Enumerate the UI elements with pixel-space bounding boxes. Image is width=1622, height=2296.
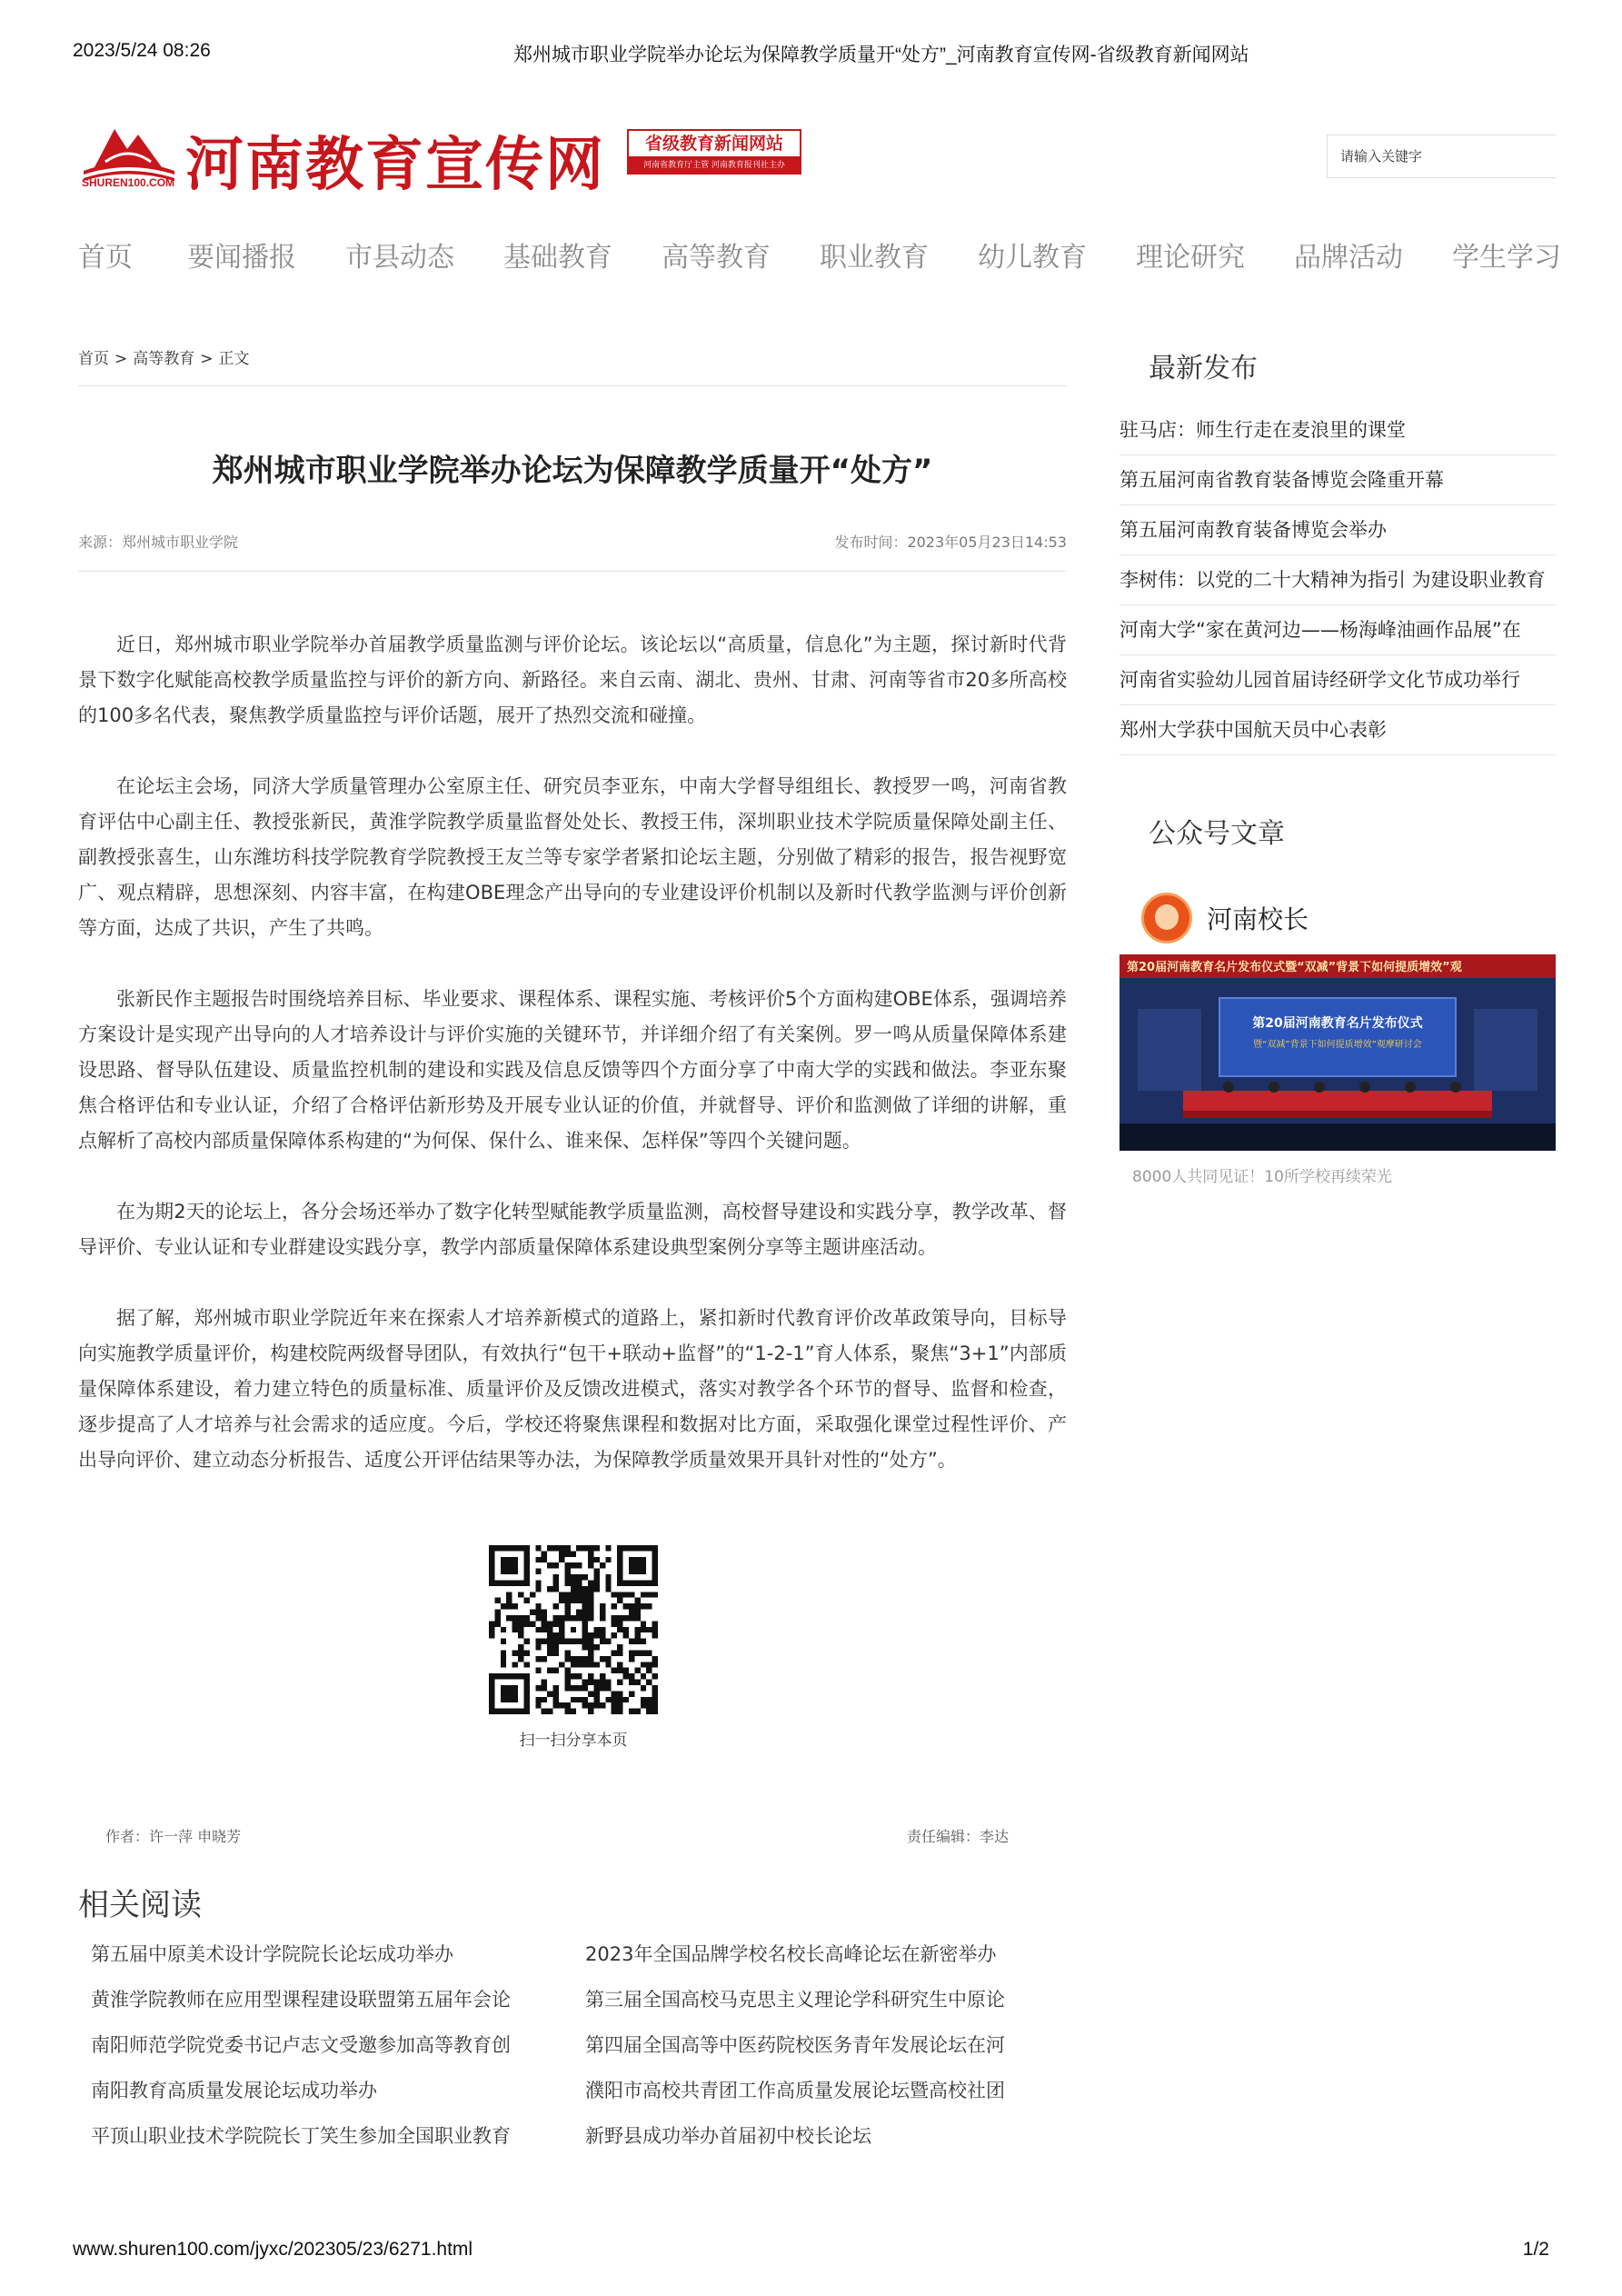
logo-badge: [627, 129, 801, 175]
related-link[interactable]: 第五届中原美术设计学院院长论坛成功举办: [91, 1943, 453, 1965]
feature-image[interactable]: [1119, 954, 1556, 1151]
nav-item-home[interactable]: 首页: [78, 242, 133, 274]
related-link[interactable]: 第四届全国高等中医药院校医务青年发展论坛在河: [585, 2034, 1005, 2056]
nav-item-news[interactable]: 要闻播报: [187, 242, 296, 274]
related-link[interactable]: 2023年全国品牌学校名校长高峰论坛在新密举办: [585, 1943, 997, 1965]
latest-item[interactable]: 第五届河南省教育装备博览会隆重开幕: [1119, 455, 1556, 505]
logo-text: 河南教育宣传网: [185, 131, 605, 199]
related-link[interactable]: 南阳教育高质量发展论坛成功举办: [91, 2080, 377, 2101]
print-datetime: 2023/5/24 08:26: [73, 40, 211, 61]
feature-banner: 第20届河南教育名片发布仪式暨“双减”背景下如何提质增效”观: [1127, 961, 1462, 974]
breadcrumb-separator: >: [200, 350, 214, 368]
nav-item-theory[interactable]: 理论研究: [1136, 242, 1245, 274]
article-paragraph: 近日，郑州城市职业学院举办首届教学质量监测与评价论坛。该论坛以“高质量，信息化”为主题，探讨新时代背景下数字化赋能高校教学质量监控与评价的新方向、新路径。来自云南、湖北、贵州、甘肃、河南等省市20多所高校的100多名代表，聚焦教学质量监控与评价话题，展开了热烈交流和碰撞。: [78, 634, 1067, 726]
related-link[interactable]: 濮阳市高校共青团工作高质量发展论坛暨高校社团: [585, 2080, 1005, 2101]
article-paragraph: 在论坛主会场，同济大学质量管理办公室原主任、研究员李亚东，中南大学督导组组长、教授罗一鸣，河南省教育评估中心副主任、教授张新民，黄淮学院教学质量监督处处长、教授王伟，深圳职业技术学院质量保障处副主任、副教授张喜生，山东潍坊科技学院教育学院教授王友兰等专家学者紧扣论坛主题，分别做了精彩的报告，报告视野宽广、观点精辟，思想深刻、内容丰富，在构建OBE理念产出导向的专业建设评价机制以及新时代教学监测与评价创新等方面，达成了共识，产生了共鸣。: [78, 775, 1067, 939]
latest-item[interactable]: 李树伟：以党的二十大精神为指引 为建设职业教育: [1119, 555, 1556, 605]
latest-item[interactable]: 郑州大学获中国航天员中心表彰: [1119, 705, 1556, 755]
article-paragraph: 在为期2天的论坛上，各分会场还举办了数字化转型赋能教学质量监测，高校督导建设和实践分享，教学改革、督导评价、专业认证和专业群建设实践分享，教学内部质量保障体系建设典型案例分享等主题讲座活动。: [78, 1201, 1067, 1258]
nav-item-basic-edu[interactable]: 基础教育: [503, 242, 612, 274]
nav-item-brand[interactable]: 品牌活动: [1294, 242, 1403, 274]
print-page-title: 郑州城市职业学院举办论坛为保障教学质量开“处方”_河南教育宣传网-省级教育新闻网站: [513, 45, 1249, 65]
divider: [78, 385, 1067, 386]
related-link[interactable]: 南阳师范学院党委书记卢志文受邀参加高等教育创: [91, 2034, 511, 2056]
related-link[interactable]: 第三届全国高校马克思主义理论学科研究生中原论: [585, 1989, 1005, 2011]
nav-item-preschool-edu[interactable]: 幼儿教育: [978, 242, 1087, 274]
nav-item-student[interactable]: 学生学习: [1452, 242, 1561, 274]
site-logo[interactable]: [78, 120, 805, 199]
qr-caption: 扫一扫分享本页: [519, 1732, 628, 1750]
badge-main: 省级教育新闻网站: [629, 131, 800, 157]
article-published: 发布时间：2023年05月23日14:53: [834, 534, 1067, 551]
breadcrumb: [78, 345, 250, 368]
latest-item[interactable]: 河南省实验幼儿园首届诗经研学文化节成功举行: [1119, 655, 1556, 705]
divider: [78, 571, 1067, 572]
nav-item-vocational-edu[interactable]: 职业教育: [820, 242, 929, 274]
related-title: 相关阅读: [78, 1887, 202, 1923]
print-url: www.shuren100.com/jyxc/202305/23/6271.html: [73, 2239, 473, 2260]
article-body: [78, 627, 1067, 1513]
account-avatar: [1141, 893, 1192, 943]
breadcrumb-home[interactable]: 首页: [78, 350, 109, 368]
logo-domain: SHUREN100.COM: [82, 176, 175, 189]
search-input[interactable]: [1328, 135, 1556, 177]
nav-item-city[interactable]: 市县动态: [345, 242, 454, 274]
latest-item[interactable]: 河南大学“家在黄河边——杨海峰油画作品展”在: [1119, 605, 1556, 655]
nav-item-higher-edu[interactable]: 高等教育: [662, 242, 771, 274]
share-qr-code-icon: [489, 1545, 658, 1714]
breadcrumb-current: 正文: [218, 350, 250, 368]
conference-photo-icon: [1119, 954, 1556, 1151]
main-nav: [78, 235, 1568, 276]
related-link[interactable]: 黄淮学院教师在应用型课程建设联盟第五届年会论: [91, 1989, 511, 2011]
latest-list: [1119, 405, 1556, 755]
feature-screen-line-2: 暨“双减”背景下如何提质增效”观摩研讨会: [1253, 1040, 1422, 1050]
breadcrumb-section[interactable]: 高等教育: [133, 350, 195, 368]
article-authors: 作者：许一萍 申晓芳: [105, 1828, 242, 1845]
latest-item[interactable]: 第五届河南教育装备博览会举办: [1119, 505, 1556, 555]
related-link[interactable]: 新野县成功举办首届初中校长论坛: [585, 2125, 871, 2147]
article-paragraph: 张新民作主题报告时围绕培养目标、毕业要求、课程体系、课程实施、考核评价5个方面构建OBE体系，强调培养方案设计是实现产出导向的人才培养设计与评价实施的关键环节，并详细介绍了有关案例。罗一鸣从质量保障体系建设思路、督导队伍建设、质量监控机制的建设和实践及信息反馈等四个方面分享了中南大学的实践和做法。李亚东聚焦合格评估和专业认证，介绍了合格评估新形势及开展专业认证的价值，并就督导、评价和监测做了详细的讲解，重点解析了高校内部质量保障体系构建的“为何保、保什么、谁来保、怎样保”等四个关键问题。: [78, 988, 1067, 1152]
breadcrumb-separator: >: [114, 350, 128, 368]
latest-item[interactable]: 驻马店：师生行走在麦浪里的课堂: [1119, 405, 1556, 455]
badge-sub: 河南省教育厅主管 河南教育报刊社主办: [629, 157, 800, 174]
account-name: 河南校长: [1207, 904, 1309, 934]
print-header: [73, 40, 1549, 67]
feature-screen-line-1: 第20届河南教育名片发布仪式: [1252, 1016, 1423, 1031]
feature-caption[interactable]: 8000人共同见证！10所学校再续荣光: [1132, 1168, 1392, 1186]
article-editor: 责任编辑：李达: [907, 1828, 1010, 1845]
wechat-title: 公众号文章: [1149, 818, 1285, 850]
print-page-number: 1/2: [1522, 2239, 1549, 2260]
article-title: 郑州城市职业学院举办论坛为保障教学质量开“处方”: [212, 453, 933, 489]
article-source: 来源：郑州城市职业学院: [78, 534, 239, 551]
latest-title: 最新发布: [1149, 353, 1258, 384]
article-paragraph: 据了解，郑州城市职业学院近年来在探索人才培养新模式的道路上，紧扣新时代教育评价改革政策导向，目标导向实施教学质量评价，构建校院两级督导团队，有效执行“包干+联动+监督”的“1-2-1”育人体系，聚焦“3+1”内部质量保障体系建设，着力建立特色的质量标准、质量评价及反馈改进模式，落实对教学各个环节的督导、监督和检查，逐步提高了人才培养与社会需求的适应度。今后，学校还将聚焦课程和数据对比方面，采取强化课堂过程性评价、产出导向评价、建立动态分析报告、适度公开评估结果等办法，为保障教学质量效果开具针对性的“处方”。: [78, 1307, 1067, 1471]
search-box: [1327, 135, 1556, 178]
related-link[interactable]: 平顶山职业技术学院院长丁笑生参加全国职业教育: [91, 2125, 511, 2147]
